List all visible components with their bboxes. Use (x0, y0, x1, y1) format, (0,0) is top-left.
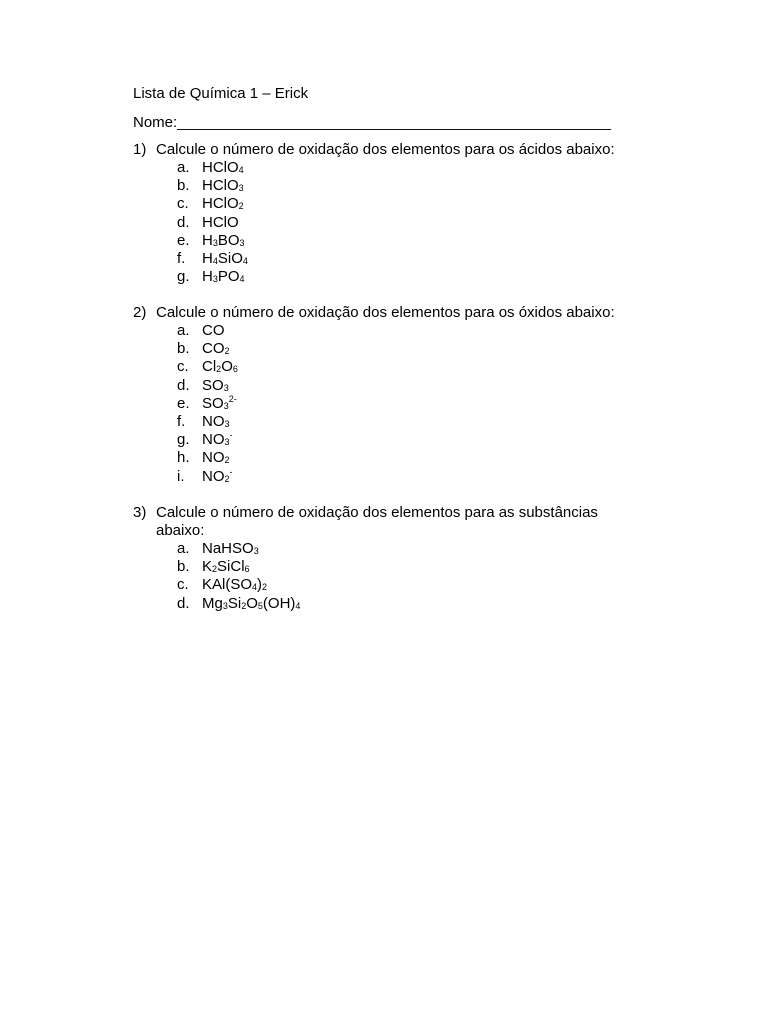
chemical-formula: HClO$_2$ (202, 195, 244, 213)
item-letter: a. (177, 540, 190, 557)
item-letter: e. (177, 394, 190, 412)
item-letter: d. (177, 213, 190, 231)
item-letter: i. (177, 467, 185, 485)
item-letter: c. (177, 576, 189, 594)
answer-list (133, 322, 653, 486)
chemical-formula: $CO_2$ (202, 340, 230, 358)
item-letter: a. (177, 159, 190, 176)
list-item (133, 595, 653, 613)
question-3 (133, 504, 653, 613)
list-item (133, 322, 653, 340)
list-item (133, 377, 653, 395)
question-number: 3) (133, 504, 147, 521)
chemical-formula: $SO_3^{2-}$ (202, 393, 237, 412)
question-2 (133, 304, 653, 486)
item-letter: g. (177, 268, 190, 286)
list-item (133, 395, 653, 413)
item-letter: d. (177, 594, 190, 612)
document-title: Lista de Química 1 – Erick (133, 85, 309, 102)
chemical-formula: $Cl_2O_6$ (202, 358, 238, 376)
list-item (133, 232, 653, 250)
question-text: Calcule o número de oxidação dos elementos para os ácidos abaixo: (156, 141, 615, 158)
name-field: Nome:____________________________________________________ (133, 114, 611, 131)
question-text-continued: abaixo: (156, 522, 205, 539)
list-item (133, 413, 653, 431)
answer-list (133, 540, 653, 613)
chemical-formula: $H_3BO_3$ (202, 231, 245, 249)
chemical-formula: CO (202, 322, 225, 339)
chemical-formula: HClO$_4$ (202, 159, 244, 176)
list-item (133, 159, 653, 177)
question-number: 2) (133, 304, 147, 321)
item-letter: c. (177, 358, 189, 376)
item-letter: c. (177, 195, 189, 213)
chemical-formula: $KAl(SO_4)_2$ (202, 576, 268, 594)
list-item (133, 358, 653, 376)
item-letter: d. (177, 376, 190, 394)
item-letter: b. (177, 340, 190, 358)
chemical-formula: NaHSO$_3$ (202, 540, 259, 557)
question-number: 1) (133, 141, 147, 158)
chemical-formula: $NO_3^-$ (202, 430, 233, 449)
list-item (133, 558, 653, 576)
question-1 (133, 141, 653, 286)
chemical-formula: $NO_3$ (202, 413, 230, 431)
list-item (133, 431, 653, 449)
item-letter: g. (177, 431, 190, 449)
chemical-formula: $K_2SiCl_6$ (202, 558, 250, 576)
list-item (133, 449, 653, 467)
answer-list (133, 159, 653, 286)
list-item (133, 576, 653, 594)
chemical-formula: HClO (202, 213, 239, 231)
list-item (133, 340, 653, 358)
chemical-formula: $Mg_3Si_2O_5(OH)_4$ (202, 594, 301, 612)
item-letter: h. (177, 449, 190, 467)
chemical-formula: $H_3PO_4$ (202, 268, 245, 286)
item-letter: e. (177, 231, 190, 249)
item-letter: a. (177, 322, 190, 339)
question-text: Calcule o número de oxidação dos elementos para os óxidos abaixo: (156, 304, 615, 321)
chemical-formula: HClO$_3$ (202, 177, 244, 195)
chemical-formula: $H_4SiO_4$ (202, 250, 248, 268)
list-item (133, 250, 653, 268)
list-item (133, 468, 653, 486)
list-item (133, 177, 653, 195)
question-text: Calcule o número de oxidação dos elementos para as substâncias (156, 504, 598, 521)
list-item (133, 268, 653, 286)
item-letter: f. (177, 250, 186, 268)
list-item (133, 214, 653, 232)
list-item (133, 195, 653, 213)
chemical-formula: $NO_2^-$ (202, 466, 233, 485)
item-letter: b. (177, 558, 190, 576)
item-letter: b. (177, 177, 190, 195)
chemical-formula: $NO_2$ (202, 449, 230, 467)
chemical-formula: $SO_3$ (202, 376, 229, 394)
item-letter: f. (177, 413, 186, 431)
list-item (133, 540, 653, 558)
